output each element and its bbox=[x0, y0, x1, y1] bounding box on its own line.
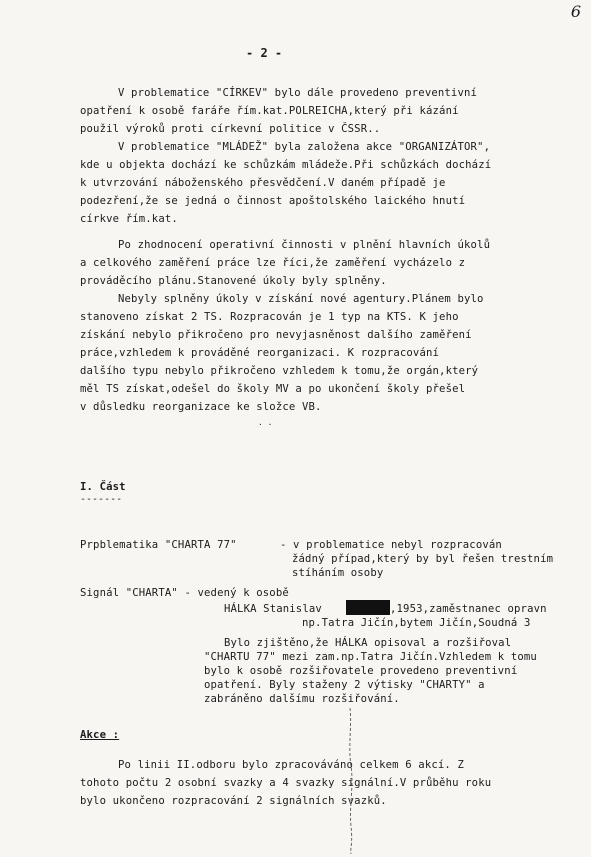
paragraph-line: V problematice "MLÁDEŽ" byla založena akce "ORGANIZÁTOR", bbox=[118, 141, 491, 153]
stray-mark: . . bbox=[258, 418, 273, 427]
person-address: np.Tatra Jičín,bytem Jičín,Soudná 3 bbox=[302, 617, 531, 629]
paragraph-line: stanoveno získat 2 TS. Rozpracován je 1 typ na KTS. K jeho bbox=[80, 311, 459, 323]
paragraph-line: v důsledku reorganizace ke složce VB. bbox=[80, 401, 322, 413]
charta-label: Prpblematika "CHARTA 77" bbox=[80, 539, 237, 551]
page-number: - 2 - bbox=[246, 46, 283, 60]
signal-body-line: Bylo zjištěno,že HÁLKA opisoval a rozšiřoval bbox=[224, 637, 512, 649]
akce-line: Po linii II.odboru bylo zpracováváno celkem 6 akcí. Z bbox=[118, 759, 464, 771]
akce-line: tohoto počtu 2 osobní svazky a 4 svazky signální.V průběhu roku bbox=[80, 777, 492, 789]
paragraph-line: V problematice "CÍRKEV" bylo dále provedeno preventivní bbox=[118, 87, 478, 99]
paragraph-line: získání nebylo přikročeno pro nevyjasněnost dalšího zaměření bbox=[80, 329, 472, 341]
akce-heading: Akce : bbox=[80, 729, 120, 741]
pencil-mark bbox=[342, 706, 358, 856]
section-heading: I. Část bbox=[80, 481, 126, 493]
akce-line: bylo ukončeno rozpracování 2 signálních svazků. bbox=[80, 795, 387, 807]
signal-body-line: bylo k osobě rozšiřovatele provedeno preventivní bbox=[204, 665, 518, 677]
signal-label: Signál "CHARTA" - vedený k osobě bbox=[80, 587, 289, 599]
person-details: ,1953,zaměstnanec opravn bbox=[390, 603, 547, 615]
paragraph-line: použil výroků proti církevní politice v ČSSR.. bbox=[80, 123, 381, 135]
paragraph-line: opatření k osobě faráře řím.kat.POLREICHA,který při kázání bbox=[80, 105, 459, 117]
paragraph-line: dalšího typu nebylo přikročeno vzhledem k tomu,že orgán,který bbox=[80, 365, 479, 377]
paragraph-line: Po zhodnocení operativní činnosti v plnění hlavních úkolů bbox=[118, 239, 491, 251]
signal-body-line: opatření. Byly staženy 2 výtisky "CHARTY" a bbox=[204, 679, 485, 691]
paragraph-line: podezření,že se jedná o činnost apoštolského laického hnutí bbox=[80, 195, 466, 207]
paragraph-line: a celkového zaměření práce lze říci,že zaměření vycházelo z bbox=[80, 257, 466, 269]
redaction-bar bbox=[346, 600, 390, 615]
corner-page-number: 6 bbox=[570, 2, 581, 21]
signal-body-line: zabráněno dalšímu rozšiřování. bbox=[204, 693, 400, 705]
section-underline: ------- bbox=[80, 494, 123, 505]
charta-line: žádný případ,který by byl řešen trestním bbox=[292, 553, 554, 565]
paragraph-line: k utvrzování náboženského přesvědčení.V daném případě je bbox=[80, 177, 446, 189]
charta-line: stíháním osoby bbox=[292, 567, 384, 579]
signal-body-line: "CHARTU 77" mezi zam.np.Tatra Jičín.Vzhledem k tomu bbox=[204, 651, 537, 663]
paragraph-line: prováděcího plánu.Stanovené úkoly byly splněny. bbox=[80, 275, 387, 287]
person-name: HÁLKA Stanislav bbox=[224, 603, 322, 615]
paragraph-line: práce,vzhledem k prováděné reorganizaci. K rozpracování bbox=[80, 347, 440, 359]
charta-line: - v problematice nebyl rozpracován bbox=[280, 539, 502, 551]
paragraph-line: Nebyly splněny úkoly v získání nové agentury.Plánem bylo bbox=[118, 293, 484, 305]
paragraph-line: církve řím.kat. bbox=[80, 213, 178, 225]
paragraph-line: kde u objekta dochází ke schůzkám mládeže.Při schůzkách dochází bbox=[80, 159, 492, 171]
paragraph-line: měl TS získat,odešel do školy MV a po ukončení školy přešel bbox=[80, 383, 466, 395]
